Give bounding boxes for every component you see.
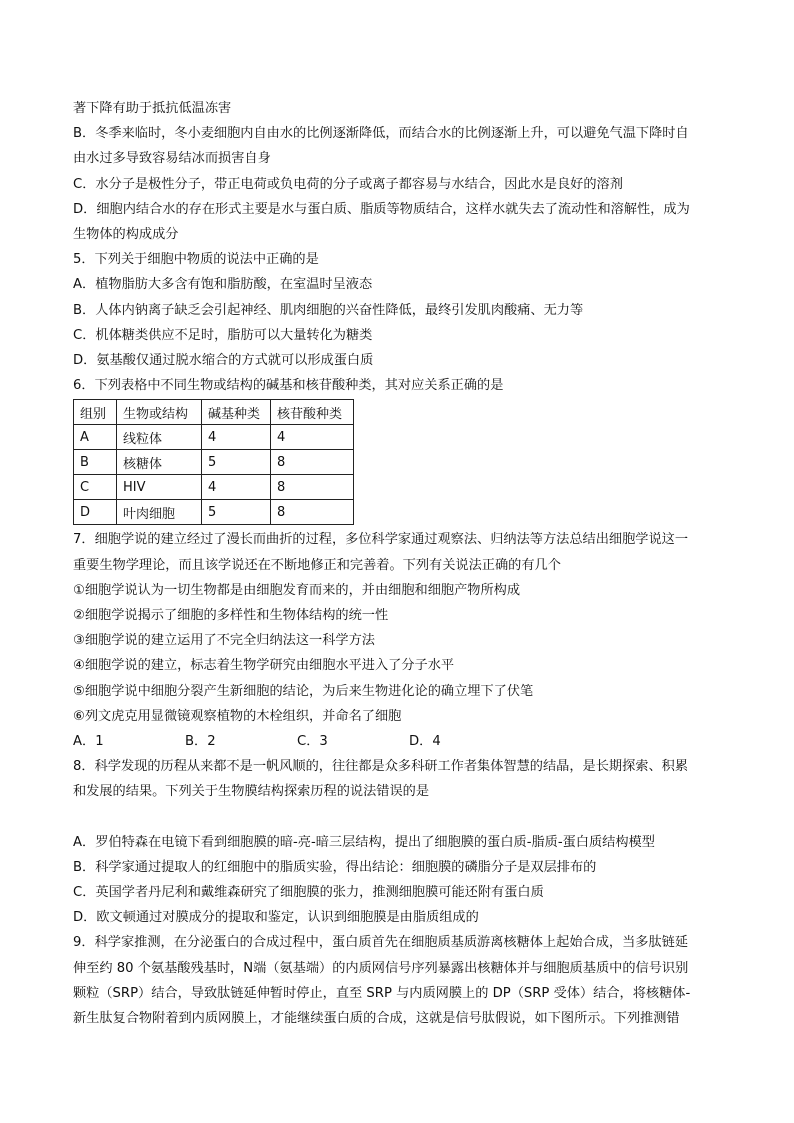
text-line: B．冬季来临时，冬小麦细胞内自由水的比例逐渐降低，而结合水的比例逐渐上升，可以避免气温下降时自 bbox=[73, 126, 689, 142]
table-header-row bbox=[74, 400, 354, 425]
table-header-cell: 组别 bbox=[74, 400, 117, 425]
text-line: ⑤细胞学说中细胞分裂产生新细胞的结论，为后来生物进化论的确立埋下了伏笔 bbox=[73, 683, 534, 699]
text-line: C．机体糖类供应不足时，脂肪可以大量转化为糖类 bbox=[73, 327, 373, 343]
table-cell: 4 bbox=[202, 425, 271, 450]
table-header-cell: 核苷酸种类 bbox=[271, 400, 354, 425]
option-d: D．4 bbox=[409, 734, 441, 750]
text-line: ①细胞学说认为一切生物都是由细胞发育而来的，并由细胞和细胞产物所构成 bbox=[73, 582, 521, 598]
question-block-7 bbox=[73, 527, 723, 729]
text-line: 重要生物学理论，而且该学说还在不断地修正和完善着。下列有关说法正确的有几个 bbox=[73, 557, 561, 573]
text-line: 由水过多导致容易结冰而损害自身 bbox=[73, 151, 271, 167]
question-block-4-5-6 bbox=[73, 96, 723, 398]
text-line: A．植物脂肪大多含有饱和脂肪酸，在室温时呈液态 bbox=[73, 277, 373, 293]
text-line: 7．细胞学说的建立经过了漫长而曲折的过程，多位科学家通过观察法、归纳法等方法总结出细胞学说这一 bbox=[73, 532, 689, 548]
table-cell: 4 bbox=[271, 425, 354, 450]
text-line: 著下降有助于抵抗低温冻害 bbox=[73, 101, 232, 116]
table-cell: 叶肉细胞 bbox=[117, 500, 202, 525]
text-line: 颗粒（SRP）结合，导致肽链延伸暂时停止，直至 SRP 与内质网膜上的 DP（SRP 受体）结合，将核糖体- bbox=[73, 985, 691, 1001]
exam-page bbox=[73, 96, 723, 1031]
nucleotide-table bbox=[73, 399, 354, 525]
text-line: B．科学家通过提取人的红细胞中的脂质实验，得出结论：细胞膜的磷脂分子是双层排布的 bbox=[73, 859, 597, 875]
table-cell: C bbox=[74, 475, 117, 500]
text-line: ④细胞学说的建立，标志着生物学研究由细胞水平进入了分子水平 bbox=[73, 658, 455, 674]
table-row bbox=[74, 500, 354, 525]
text-line: D．细胞内结合水的存在形式主要是水与蛋白质、脂质等物质结合，这样水就失去了流动性和溶解性，成为 bbox=[73, 201, 690, 217]
question-block-8-options-9 bbox=[73, 830, 723, 1032]
table-row bbox=[74, 450, 354, 475]
text-line: 6．下列表格中不同生物或结构的碱基和核苷酸种类，其对应关系正确的是 bbox=[73, 378, 504, 394]
table-cell: 8 bbox=[271, 450, 354, 475]
table-cell: 线粒体 bbox=[117, 425, 202, 450]
table-cell: 4 bbox=[202, 475, 271, 500]
text-line: 8．科学发现的历程从来都不是一帆风顺的，往往都是众多科研工作者集体智慧的结晶，是长期探索、积累 bbox=[73, 759, 689, 775]
text-line: 新生肽复合物附着到内质网膜上，才能继续蛋白质的合成，这就是信号肽假说，如下图所示。下列推测错 bbox=[73, 1011, 680, 1027]
table-cell: 核糖体 bbox=[117, 450, 202, 475]
table-cell: A bbox=[74, 425, 117, 450]
text-line: ③细胞学说的建立运用了不完全归纳法这一科学方法 bbox=[73, 633, 375, 649]
text-line: 5．下列关于细胞中物质的说法中正确的是 bbox=[73, 252, 319, 268]
option-b: B．2 bbox=[185, 734, 216, 750]
table-cell: 5 bbox=[202, 500, 271, 525]
table-header-cell: 碱基种类 bbox=[202, 400, 271, 425]
text-line: ⑥列文虎克用显微镜观察植物的木栓组织，并命名了细胞 bbox=[73, 708, 402, 724]
question-block-8 bbox=[73, 754, 723, 804]
table-cell: HIV bbox=[117, 475, 202, 500]
table-cell: D bbox=[74, 500, 117, 525]
table-cell: B bbox=[74, 450, 117, 475]
text-line: D．欧文顿通过对膜成分的提取和鉴定，认识到细胞膜是由脂质组成的 bbox=[73, 910, 479, 926]
text-line: 生物体的构成成分 bbox=[73, 227, 179, 243]
blank-gap bbox=[73, 805, 723, 830]
table-row bbox=[74, 425, 354, 450]
text-line: C．英国学者丹尼利和戴维森研究了细胞膜的张力，推测细胞膜可能还附有蛋白质 bbox=[73, 885, 544, 901]
option-a: A．1 bbox=[73, 734, 104, 750]
table-row bbox=[74, 475, 354, 500]
table-cell: 5 bbox=[202, 450, 271, 475]
text-line: A．罗伯特森在电镜下看到细胞膜的暗-亮-暗三层结构，提出了细胞膜的蛋白质-脂质-蛋白质结构模型 bbox=[73, 834, 655, 850]
question-7-options bbox=[73, 729, 723, 754]
table-cell: 8 bbox=[271, 500, 354, 525]
table-cell: 8 bbox=[271, 475, 354, 500]
text-line: 和发展的结果。下列关于生物膜结构探索历程的说法错误的是 bbox=[73, 784, 430, 800]
option-c: C．3 bbox=[297, 734, 328, 750]
text-line: 伸至约 80 个氨基酸残基时，N端（氨基端）的内质网信号序列暴露出核糖体并与细胞质基质中的信号识别 bbox=[73, 960, 689, 976]
text-line: C．水分子是极性分子，带正电荷或负电荷的分子或离子都容易与水结合，因此水是良好的溶剂 bbox=[73, 176, 623, 192]
text-line: ②细胞学说揭示了细胞的多样性和生物体结构的统一性 bbox=[73, 608, 389, 624]
text-line: D．氨基酸仅通过脱水缩合的方式就可以形成蛋白质 bbox=[73, 353, 374, 369]
table-header-cell: 生物或结构 bbox=[117, 400, 202, 425]
text-line: B．人体内钠离子缺乏会引起神经、肌肉细胞的兴奋性降低，最终引发肌肉酸痛、无力等 bbox=[73, 302, 584, 318]
text-line: 9．科学家推测，在分泌蛋白的合成过程中，蛋白质首先在细胞质基质游离核糖体上起始合成，当多肽链延 bbox=[73, 935, 689, 951]
